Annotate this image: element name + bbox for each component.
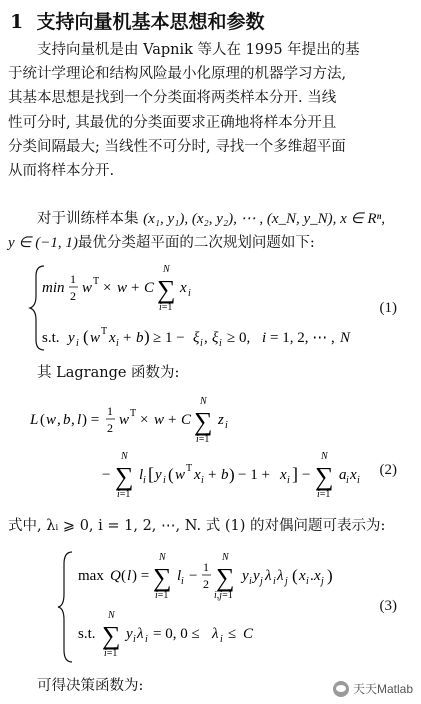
svg-text:,: , — [71, 412, 75, 428]
svg-text:]: ] — [292, 464, 298, 484]
svg-text:i: i — [225, 420, 228, 431]
svg-text:.: . — [310, 568, 314, 584]
svg-text:w: w — [119, 412, 130, 428]
svg-text:b: b — [221, 467, 229, 483]
svg-text:≥ 0,: ≥ 0, — [227, 330, 251, 346]
svg-text:w: w — [154, 412, 165, 428]
equation-2 — [0, 394, 421, 506]
svg-text:i=1: i=1 — [159, 302, 173, 313]
svg-text:∑: ∑ — [153, 563, 172, 592]
svg-text:,: , — [204, 330, 208, 346]
svg-text:i: i — [346, 475, 349, 486]
paragraph-line — [8, 207, 412, 231]
paragraph-training-set — [8, 207, 412, 255]
svg-text:l: l — [177, 568, 182, 584]
label-range-math: y ∈ (−1, 1) — [8, 235, 78, 252]
svg-text:−: − — [102, 467, 111, 483]
svg-text:x: x — [280, 467, 287, 483]
svg-text:(: ( — [121, 568, 126, 584]
svg-text:i: i — [249, 576, 252, 587]
svg-text:x: x — [350, 467, 357, 483]
svg-text:i: i — [220, 634, 223, 645]
svg-text:∑: ∑ — [102, 621, 121, 650]
training-text: 对于训练样本集 — [37, 211, 139, 227]
svg-text:): ) — [327, 566, 333, 585]
svg-text:ξ: ξ — [193, 330, 200, 346]
section-number: 1 — [10, 11, 24, 33]
svg-text:i: i — [116, 338, 119, 349]
svg-text:i: i — [145, 634, 148, 645]
svg-text:∑: ∑ — [194, 407, 213, 436]
svg-text:1: 1 — [107, 404, 113, 418]
svg-text:C: C — [181, 412, 192, 428]
svg-text:j: j — [285, 576, 288, 587]
svg-text:2: 2 — [70, 289, 76, 303]
svg-text:s.t.: s.t. — [42, 330, 60, 346]
svg-text:N: N — [200, 396, 207, 407]
svg-text:i: i — [273, 576, 276, 587]
svg-text:C: C — [144, 280, 155, 296]
paragraph-line: 性可分时, 其最优的分类面要求正确地将样本分开且 — [8, 114, 337, 131]
svg-text:+: + — [131, 280, 140, 296]
paragraph-line: 从而将样本分开. — [8, 163, 115, 180]
paragraph-line — [8, 231, 412, 255]
equation-1-math — [0, 262, 421, 354]
svg-text:≥ 1 −: ≥ 1 − — [153, 330, 185, 346]
svg-text:) =: ) = — [82, 412, 100, 428]
svg-text:N: N — [222, 552, 229, 563]
paragraph-line: 可得决策函数为: — [37, 678, 144, 694]
svg-text:T: T — [130, 408, 137, 419]
svg-text:b: b — [136, 330, 144, 346]
svg-text:∑: ∑ — [216, 563, 235, 592]
svg-text:y: y — [253, 568, 260, 584]
training-math: (x₁, y₁), (x₂, y₂), ⋯ , (x_N, y_N), x ∈ Rⁿ, — [143, 211, 386, 227]
svg-text:≤: ≤ — [228, 626, 237, 642]
svg-text:λ: λ — [137, 626, 144, 642]
svg-text:(: ( — [83, 327, 89, 346]
watermark-text: 天天Matlab — [352, 682, 413, 696]
svg-text:x: x — [299, 568, 306, 584]
svg-text:+: + — [123, 330, 132, 346]
svg-text:+: + — [208, 467, 217, 483]
svg-text:i: i — [306, 576, 309, 587]
paragraph-line: 其 Lagrange 函数为: — [37, 365, 180, 381]
svg-text:N: N — [321, 451, 328, 462]
svg-text:T: T — [101, 326, 108, 337]
svg-text:− 1 +: − 1 + — [238, 467, 270, 483]
svg-text:(: ( — [168, 465, 174, 484]
equation-2-math — [0, 394, 421, 506]
svg-text:l: l — [77, 412, 82, 428]
svg-text:i=1: i=1 — [317, 489, 331, 500]
svg-text:×: × — [140, 412, 149, 428]
svg-text:i: i — [181, 576, 184, 587]
equation-3 — [0, 546, 421, 668]
svg-text:+: + — [168, 412, 177, 428]
svg-text:2: 2 — [203, 577, 209, 591]
svg-text:i,j=1: i,j=1 — [214, 590, 233, 601]
svg-text:i: i — [143, 475, 146, 486]
svg-text:−: − — [189, 568, 198, 584]
section-heading — [10, 7, 264, 34]
paragraph-line: 分类间隔最大; 当线性不可分时, 寻找一个多维超平面 — [8, 138, 346, 155]
svg-text:i=1: i=1 — [117, 489, 131, 500]
lagrange-intro — [8, 361, 412, 385]
section-title: 支持向量机基本思想和参数 — [36, 11, 265, 33]
equation-2-number: (2) — [379, 462, 397, 478]
svg-text:Q: Q — [110, 568, 121, 584]
svg-text:j: j — [321, 576, 324, 587]
svg-text:(: ( — [40, 412, 45, 428]
svg-text:l: l — [139, 467, 144, 483]
svg-text:x: x — [194, 467, 201, 483]
svg-text:i=1: i=1 — [155, 590, 169, 601]
svg-text:∑: ∑ — [157, 275, 176, 304]
svg-text:i: i — [133, 634, 136, 645]
svg-text:i: i — [357, 475, 360, 486]
equation-1 — [0, 262, 421, 354]
svg-text:x: x — [314, 568, 321, 584]
svg-text:∑: ∑ — [115, 462, 134, 491]
svg-text:z: z — [218, 412, 224, 428]
svg-text:1: 1 — [203, 560, 209, 574]
svg-text:w: w — [117, 280, 128, 296]
svg-text:2: 2 — [107, 421, 113, 435]
svg-text:y: y — [242, 568, 249, 584]
svg-text:C: C — [243, 626, 254, 642]
svg-text:T: T — [93, 276, 100, 287]
svg-text:λ: λ — [277, 568, 284, 584]
svg-text:s.t.: s.t. — [78, 626, 96, 642]
svg-text:w: w — [175, 467, 186, 483]
svg-text:i=1: i=1 — [196, 434, 210, 445]
paragraph-line: 于统计学理论和结构风险最小化原理的机器学习方法, — [8, 66, 347, 83]
svg-text:w: w — [46, 412, 57, 428]
dual-intro — [8, 514, 412, 538]
training-text-2: 最优分类超平面的二次规划问题如下: — [77, 235, 315, 252]
svg-text:−: − — [302, 467, 311, 483]
svg-text:N: N — [163, 264, 170, 275]
paragraph-line: 支持向量机是由 Vapnik 等人在 1995 年提出的基 — [37, 42, 360, 58]
svg-text:N: N — [108, 610, 115, 621]
svg-text:i: i — [262, 330, 267, 346]
svg-text:i: i — [163, 475, 166, 486]
svg-text:λ: λ — [265, 568, 272, 584]
svg-text:y: y — [155, 467, 162, 483]
svg-text:): ) — [144, 327, 150, 346]
svg-text:i: i — [219, 338, 222, 349]
svg-text:L: L — [30, 412, 39, 428]
svg-text:i=1: i=1 — [104, 648, 118, 659]
svg-text:i: i — [188, 288, 191, 299]
svg-text:∑: ∑ — [315, 462, 334, 491]
svg-text:w: w — [82, 280, 93, 296]
svg-text:,: , — [57, 412, 61, 428]
svg-text:w: w — [90, 330, 101, 346]
svg-text:T: T — [186, 463, 193, 474]
svg-text:j: j — [260, 576, 263, 587]
svg-text:1: 1 — [70, 272, 76, 286]
svg-text:= 0, 0 ≤: = 0, 0 ≤ — [153, 626, 200, 642]
paragraph-line: 其基本思想是找到一个分类面将两类样本分开. 当线 — [8, 90, 337, 107]
svg-text:max: max — [78, 568, 104, 584]
wechat-icon — [333, 681, 349, 697]
equation-3-math — [0, 546, 421, 668]
svg-text:= 1, 2, ⋯ ,: = 1, 2, ⋯ , — [270, 330, 335, 346]
svg-text:y: y — [68, 330, 75, 346]
svg-text:x: x — [109, 330, 116, 346]
svg-text:i: i — [201, 475, 204, 486]
svg-text:y: y — [126, 626, 133, 642]
svg-text:λ: λ — [212, 626, 219, 642]
svg-text:N: N — [159, 552, 166, 563]
svg-text:x: x — [180, 280, 187, 296]
svg-text:i: i — [287, 475, 290, 486]
svg-text:) =: ) = — [132, 568, 150, 584]
svg-text:i: i — [200, 338, 203, 349]
svg-text:×: × — [103, 280, 112, 296]
svg-text:(: ( — [292, 566, 298, 585]
svg-text:ξ: ξ — [212, 330, 219, 346]
paragraph-line: 式中, λᵢ ⩾ 0, i = 1, 2, ⋯, N. 式 (1) 的对偶问题可表示为: — [8, 518, 386, 534]
svg-text:N: N — [121, 451, 128, 462]
svg-text:i: i — [76, 338, 79, 349]
svg-text:[: [ — [148, 464, 154, 484]
paragraph-intro — [8, 38, 412, 183]
svg-text:l: l — [127, 568, 132, 584]
svg-text:N: N — [340, 330, 351, 346]
equation-3-number: (3) — [379, 598, 397, 614]
equation-1-number: (1) — [379, 300, 397, 316]
watermark — [333, 680, 413, 697]
svg-text:min: min — [42, 280, 65, 296]
svg-text:a: a — [339, 467, 347, 483]
svg-text:): ) — [229, 465, 235, 484]
svg-text:b: b — [63, 412, 71, 428]
